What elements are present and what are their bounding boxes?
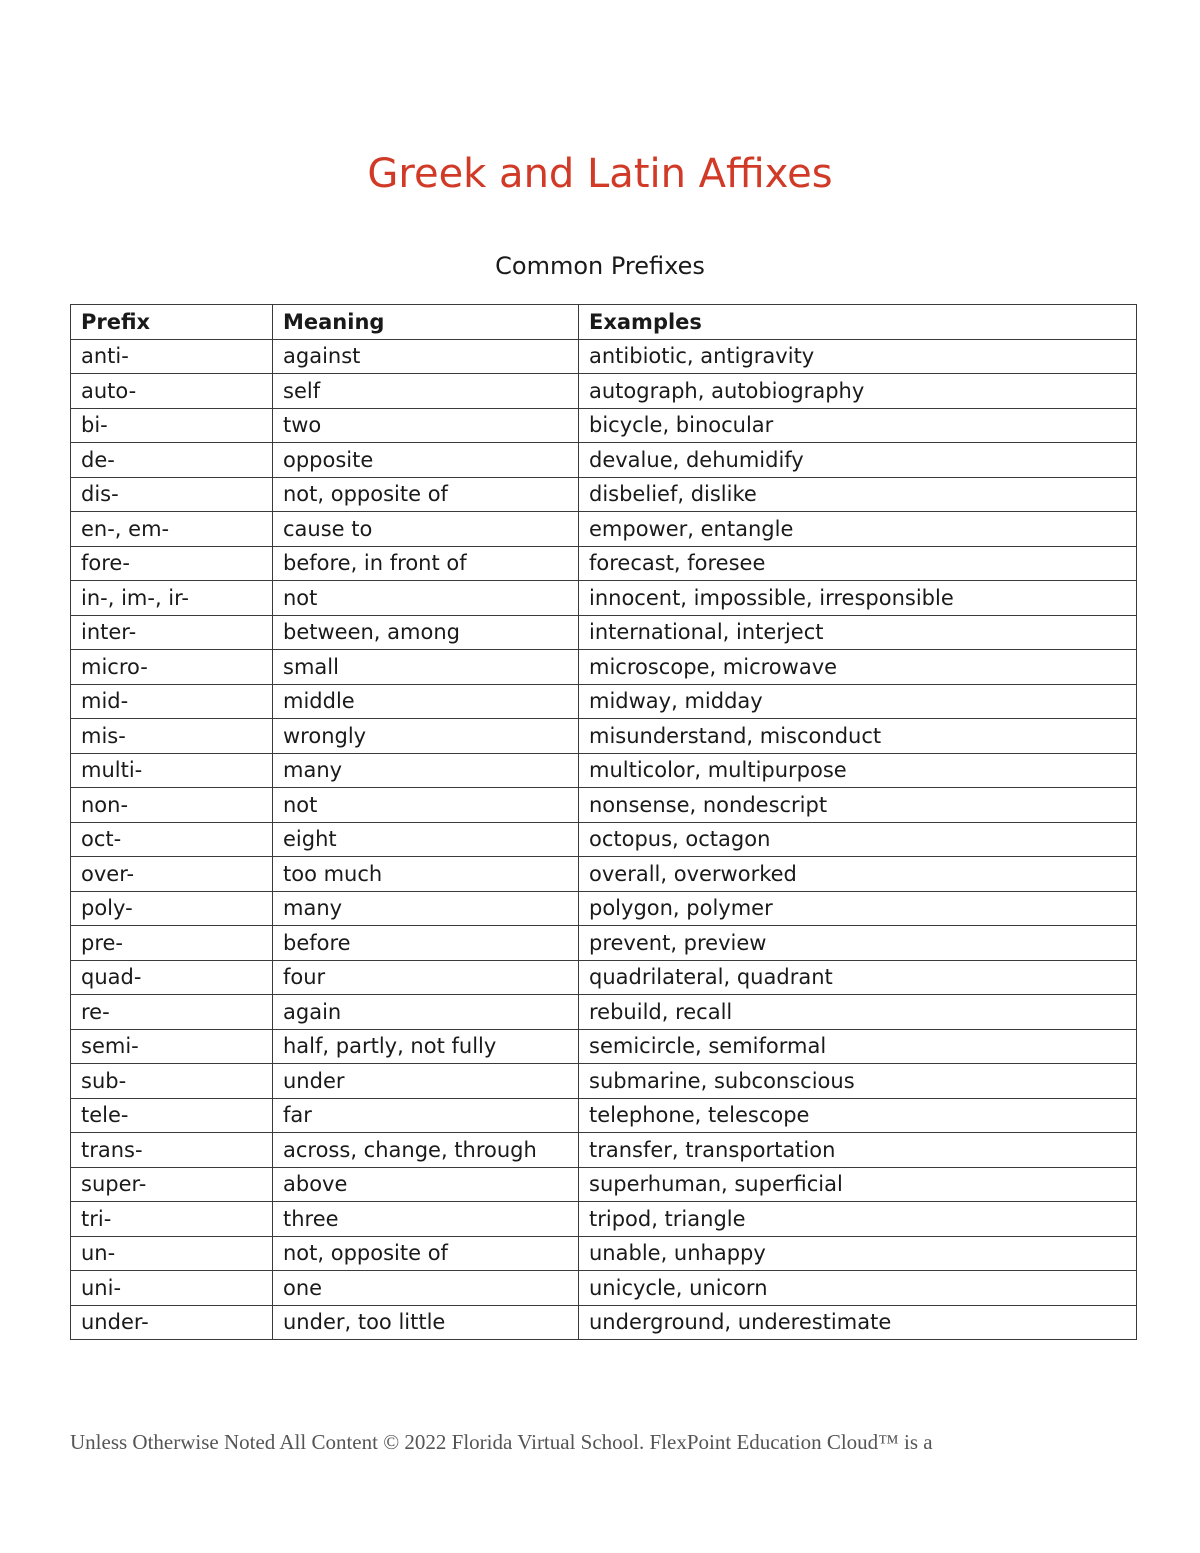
examples-cell: multicolor, multipurpose <box>579 753 1137 788</box>
table-row <box>71 339 1137 374</box>
examples-cell: underground, underestimate <box>579 1305 1137 1340</box>
table-row <box>71 822 1137 857</box>
table-row <box>71 408 1137 443</box>
examples-cell: autograph, autobiography <box>579 374 1137 409</box>
prefix-cell: super- <box>71 1167 273 1202</box>
prefix-cell: anti- <box>71 339 273 374</box>
prefix-cell: semi- <box>71 1029 273 1064</box>
examples-cell: empower, entangle <box>579 512 1137 547</box>
prefix-cell: sub- <box>71 1064 273 1099</box>
meaning-cell: opposite <box>273 443 579 478</box>
prefix-table <box>70 304 1137 1340</box>
prefix-cell: quad- <box>71 960 273 995</box>
prefix-cell: oct- <box>71 822 273 857</box>
prefix-cell: re- <box>71 995 273 1030</box>
meaning-cell: small <box>273 650 579 685</box>
meaning-cell: two <box>273 408 579 443</box>
examples-cell: octopus, octagon <box>579 822 1137 857</box>
meaning-cell: four <box>273 960 579 995</box>
table-header-row <box>71 305 1137 340</box>
meaning-cell: across, change, through <box>273 1133 579 1168</box>
meaning-cell: middle <box>273 684 579 719</box>
examples-cell: disbelief, dislike <box>579 477 1137 512</box>
meaning-cell: not, opposite of <box>273 477 579 512</box>
examples-cell: overall, overworked <box>579 857 1137 892</box>
meaning-cell: against <box>273 339 579 374</box>
prefix-cell: trans- <box>71 1133 273 1168</box>
table-row <box>71 1064 1137 1099</box>
prefix-cell: fore- <box>71 546 273 581</box>
prefix-cell: non- <box>71 788 273 823</box>
prefix-cell: auto- <box>71 374 273 409</box>
meaning-cell: under, too little <box>273 1305 579 1340</box>
prefix-cell: uni- <box>71 1271 273 1306</box>
examples-cell: unable, unhappy <box>579 1236 1137 1271</box>
table-row <box>71 1133 1137 1168</box>
examples-cell: devalue, dehumidify <box>579 443 1137 478</box>
prefix-cell: in-, im-, ir- <box>71 581 273 616</box>
examples-cell: nonsense, nondescript <box>579 788 1137 823</box>
meaning-cell: not <box>273 788 579 823</box>
examples-cell: polygon, polymer <box>579 891 1137 926</box>
prefix-cell: inter- <box>71 615 273 650</box>
meaning-cell: three <box>273 1202 579 1237</box>
table-row <box>71 891 1137 926</box>
copyright-footer: Unless Otherwise Noted All Content © 2022 Florida Virtual School. FlexPoint Education Cloud™ is a <box>70 1430 933 1454</box>
meaning-cell: eight <box>273 822 579 857</box>
examples-cell: microscope, microwave <box>579 650 1137 685</box>
table-row <box>71 1167 1137 1202</box>
examples-cell: bicycle, binocular <box>579 408 1137 443</box>
table-row <box>71 857 1137 892</box>
table-row <box>71 512 1137 547</box>
prefix-cell: un- <box>71 1236 273 1271</box>
table-row <box>71 753 1137 788</box>
meaning-cell: wrongly <box>273 719 579 754</box>
examples-cell: forecast, foresee <box>579 546 1137 581</box>
table-row <box>71 995 1137 1030</box>
examples-cell: semicircle, semiformal <box>579 1029 1137 1064</box>
table-row <box>71 443 1137 478</box>
document-title: Greek and Latin Affixes <box>367 151 833 197</box>
prefix-cell: dis- <box>71 477 273 512</box>
prefix-cell: over- <box>71 857 273 892</box>
meaning-cell: above <box>273 1167 579 1202</box>
meaning-cell: too much <box>273 857 579 892</box>
examples-cell: telephone, telescope <box>579 1098 1137 1133</box>
examples-cell: tripod, triangle <box>579 1202 1137 1237</box>
prefix-cell: micro- <box>71 650 273 685</box>
examples-cell: quadrilateral, quadrant <box>579 960 1137 995</box>
prefix-cell: under- <box>71 1305 273 1340</box>
table-row <box>71 1305 1137 1340</box>
meaning-cell: not, opposite of <box>273 1236 579 1271</box>
examples-cell: unicycle, unicorn <box>579 1271 1137 1306</box>
examples-cell: misunderstand, misconduct <box>579 719 1137 754</box>
examples-cell: prevent, preview <box>579 926 1137 961</box>
meaning-cell: one <box>273 1271 579 1306</box>
column-header-prefix: Prefix <box>71 305 273 340</box>
table-row <box>71 1202 1137 1237</box>
meaning-cell: again <box>273 995 579 1030</box>
prefix-cell: mis- <box>71 719 273 754</box>
examples-cell: transfer, transportation <box>579 1133 1137 1168</box>
prefix-cell: multi- <box>71 753 273 788</box>
meaning-cell: before <box>273 926 579 961</box>
prefix-cell: pre- <box>71 926 273 961</box>
examples-cell: innocent, impossible, irresponsible <box>579 581 1137 616</box>
table-row <box>71 1236 1137 1271</box>
meaning-cell: many <box>273 753 579 788</box>
table-row <box>71 926 1137 961</box>
meaning-cell: before, in front of <box>273 546 579 581</box>
meaning-cell: cause to <box>273 512 579 547</box>
table-row <box>71 650 1137 685</box>
table-body <box>71 339 1137 1340</box>
meaning-cell: self <box>273 374 579 409</box>
examples-cell: submarine, subconscious <box>579 1064 1137 1099</box>
prefix-cell: tri- <box>71 1202 273 1237</box>
prefix-cell: poly- <box>71 891 273 926</box>
prefix-cell: tele- <box>71 1098 273 1133</box>
meaning-cell: half, partly, not fully <box>273 1029 579 1064</box>
meaning-cell: not <box>273 581 579 616</box>
table-row <box>71 960 1137 995</box>
column-header-meaning: Meaning <box>273 305 579 340</box>
table-row <box>71 1029 1137 1064</box>
table-row <box>71 374 1137 409</box>
column-header-examples: Examples <box>579 305 1137 340</box>
table-row <box>71 1271 1137 1306</box>
examples-cell: antibiotic, antigravity <box>579 339 1137 374</box>
examples-cell: international, interject <box>579 615 1137 650</box>
prefix-cell: de- <box>71 443 273 478</box>
table-row <box>71 788 1137 823</box>
examples-cell: rebuild, recall <box>579 995 1137 1030</box>
examples-cell: superhuman, superficial <box>579 1167 1137 1202</box>
table-row <box>71 546 1137 581</box>
table-row <box>71 1098 1137 1133</box>
table-row <box>71 477 1137 512</box>
table-row <box>71 615 1137 650</box>
meaning-cell: under <box>273 1064 579 1099</box>
prefix-cell: bi- <box>71 408 273 443</box>
table-row <box>71 719 1137 754</box>
table-caption: Common Prefixes <box>495 252 705 280</box>
meaning-cell: many <box>273 891 579 926</box>
prefix-cell: en-, em- <box>71 512 273 547</box>
meaning-cell: far <box>273 1098 579 1133</box>
table-row <box>71 684 1137 719</box>
meaning-cell: between, among <box>273 615 579 650</box>
table-row <box>71 581 1137 616</box>
examples-cell: midway, midday <box>579 684 1137 719</box>
prefix-cell: mid- <box>71 684 273 719</box>
